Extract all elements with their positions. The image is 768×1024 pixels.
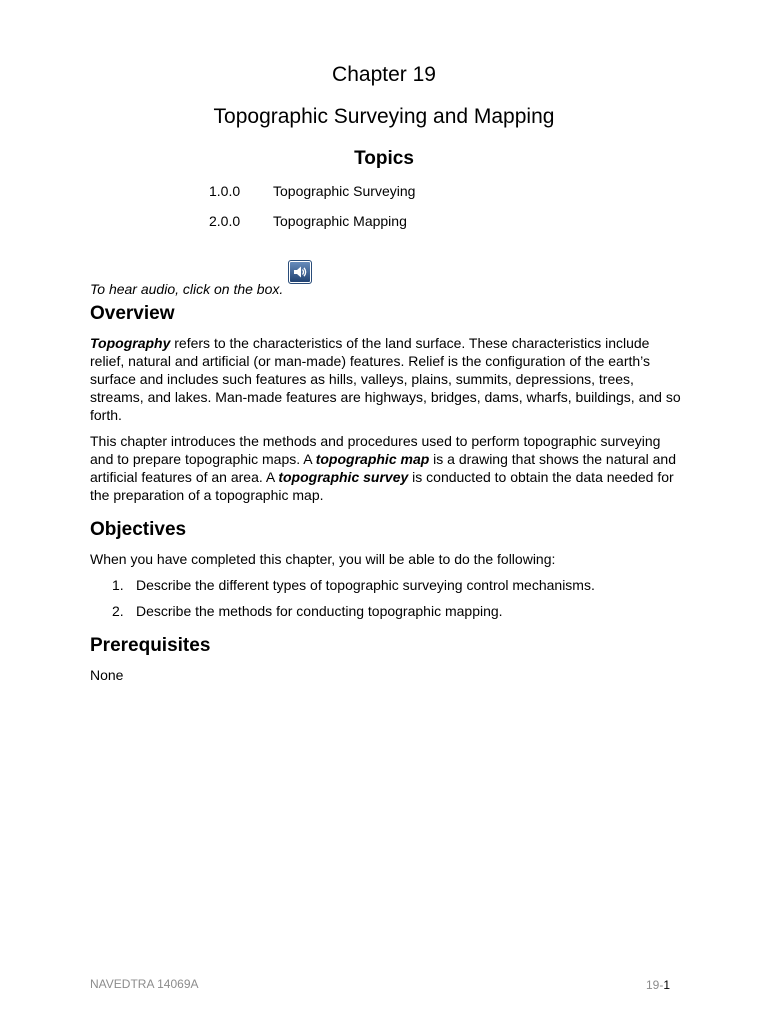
topic-label: Topographic Surveying [273,183,416,199]
objective-item [112,576,595,594]
paragraph-text: refers to the characteristics of the land surface. These characteristics include relief, natural and artificial (or man-made) features. Relief is the configuration of the earth’s surface and includes such features as hills, valleys, plains, summits, depressions, trees, streams, and lakes. Man-made features are highways, bridges, dams, wharfs, buildings, and so forth. [90,335,681,423]
term-topography: Topography [90,335,171,351]
audio-instruction: To hear audio, click on the box. [90,281,284,297]
audio-prompt [90,260,312,297]
overview-paragraph-1 [90,334,685,424]
paragraph-text: is conducted to obtain the data needed for the preparation of a topographic map. [90,469,674,503]
page-number [646,977,670,993]
page-index: 1 [663,978,670,992]
topic-number: 2.0.0 [209,213,241,229]
objective-item [112,602,503,620]
audio-play-button[interactable] [288,260,312,284]
chapter-title: Topographic Surveying and Mapping [213,105,555,128]
topic-item [209,212,407,230]
page-prefix: 19- [645,978,664,992]
topic-item [209,182,415,200]
objective-number: 1. [112,577,124,593]
objective-number: 2. [112,603,124,619]
topic-number: 1.0.0 [209,183,241,199]
topic-label: Topographic Mapping [273,213,407,229]
speaker-icon [292,264,308,280]
overview-paragraph-2 [90,432,685,504]
term-topographic-survey: topographic survey [278,469,409,485]
term-topographic-map: topographic map [315,451,430,467]
objectives-intro: When you have completed this chapter, you will be able to do the following: [90,551,556,567]
overview-heading: Overview [90,303,175,324]
paragraph-text: This chapter introduces the methods and procedures used to perform topographic surveying and to prepare topographic maps. A [90,433,661,467]
objective-text: Describe the different types of topographic surveying control mechanisms. [136,577,595,593]
chapter-number: Chapter 19 [332,63,436,86]
topics-heading: Topics [354,148,414,169]
objective-text: Describe the methods for conducting topographic mapping. [136,603,503,619]
paragraph-text: is a drawing that shows the natural and artificial features of an area. A [90,451,676,485]
objectives-heading: Objectives [90,519,187,540]
prerequisites-heading: Prerequisites [90,635,211,656]
document-code: NAVEDTRA 14069A [90,977,199,991]
prerequisites-text: None [90,667,124,683]
